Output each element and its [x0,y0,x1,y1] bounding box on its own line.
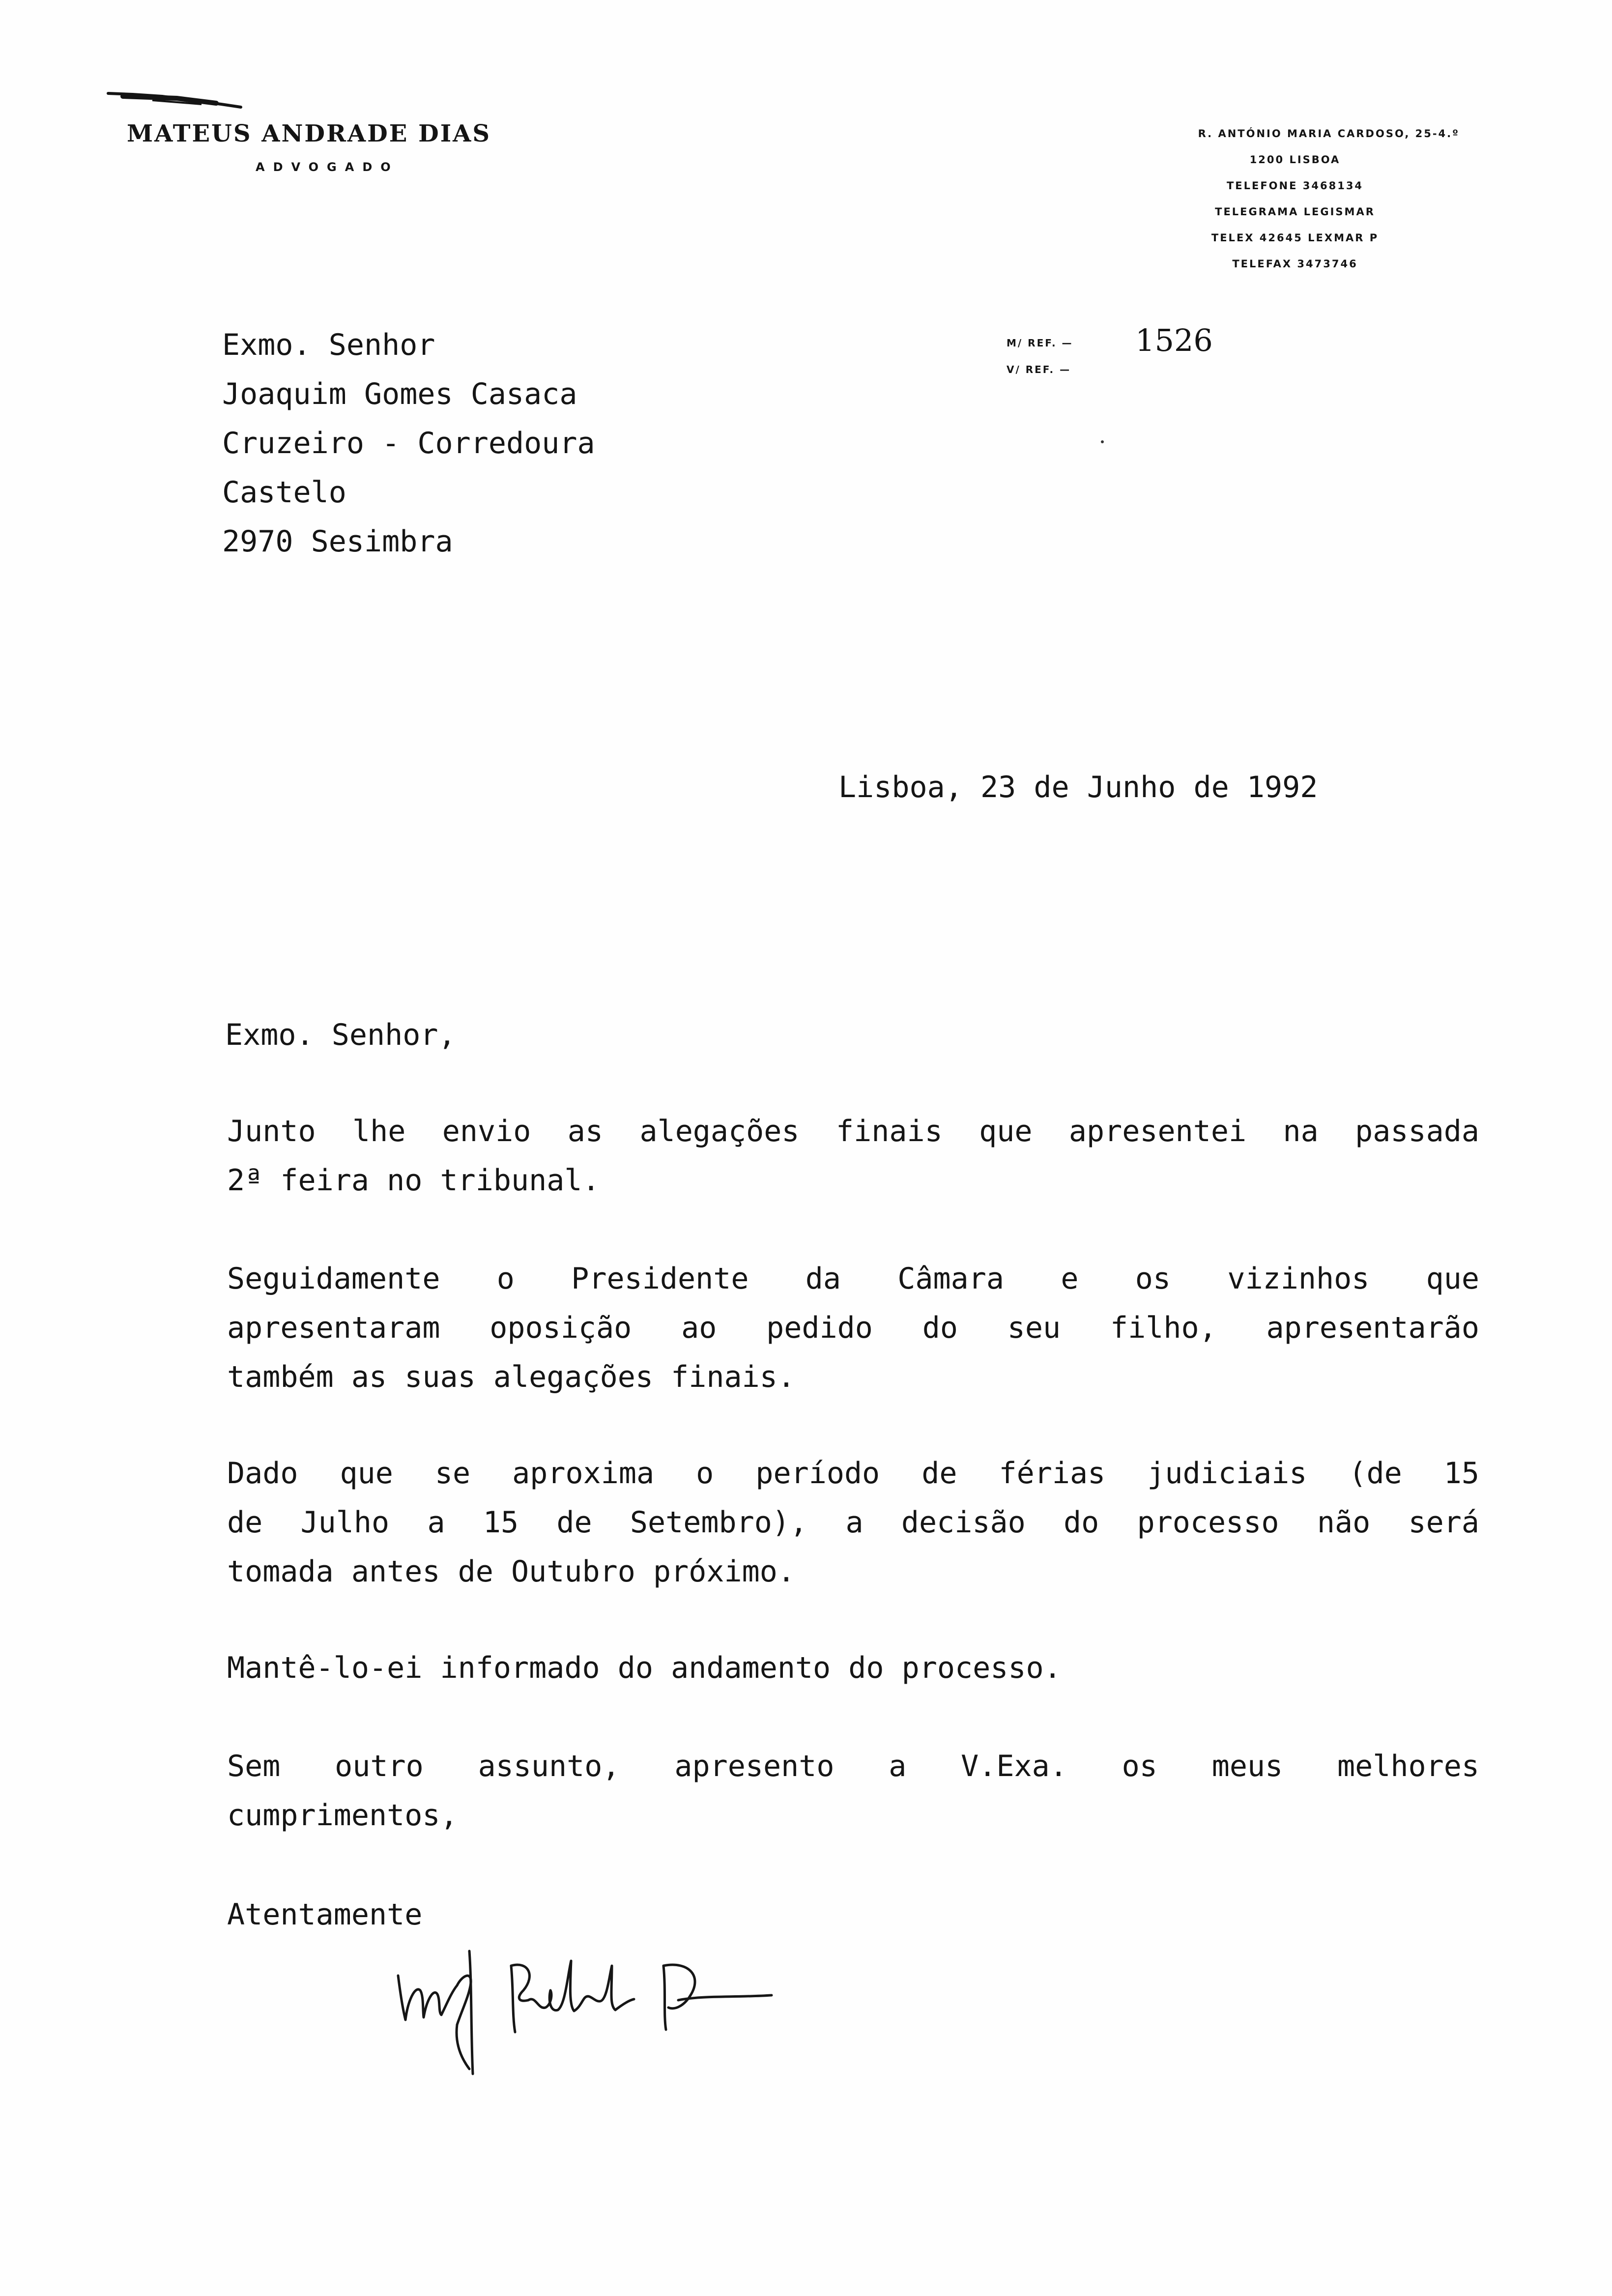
address-line2: 1200 LISBOA [1249,154,1341,166]
paragraph-4 [227,1643,1479,1693]
telegrama: TELEGRAMA LEGISMAR [1215,206,1375,218]
pen-logo-icon [103,79,251,118]
paragraph-line: também as suas alegações finais. [227,1360,795,1394]
paragraph-line: Seguidamente o Presidente da Câmara e os vizinhos que [227,1262,1479,1296]
recipient-line: 2970 Sesimbra [222,524,453,559]
recipient-line: Cruzeiro - Corredoura [222,426,595,460]
paragraph-line: tomada antes de Outubro próximo. [227,1554,795,1589]
recipient-line: Exmo. Senhor [222,328,435,362]
salutation: Exmo. Senhor, [225,1018,456,1052]
paragraph-line: apresentaram oposição ao pedido do seu filho, apresentarão [227,1311,1479,1345]
paragraph-line: de Julho a 15 de Setembro), a decisão do processo não será [227,1505,1479,1540]
recipient-address [222,320,1474,566]
letter-date: Lisboa, 23 de Junho de 1992 [838,770,1318,804]
handwritten-signature [388,1946,831,2084]
telefone: TELEFONE 3468134 [1226,180,1364,192]
paragraph-1 [227,1107,1479,1205]
paragraph-line: Dado que se aproxima o período de férias judiciais (de 15 [227,1456,1479,1491]
firm-title: ADVOGADO [256,160,399,174]
telefax: TELEFAX 3473746 [1232,258,1358,270]
recipient-line: Joaquim Gomes Casaca [222,377,577,411]
speck [1101,440,1104,443]
paragraph-line: Junto lhe envio as alegações finais que apresentei na passada [227,1114,1479,1148]
closing: Atentamente [227,1897,423,1932]
paragraph-line: Sem outro assunto, apresento a V.Exa. os meus melhores [227,1749,1479,1783]
my-ref-value: 1526 [1135,322,1213,358]
your-ref-label: V/ REF. — [1007,364,1071,375]
paragraph-line: 2ª feira no tribunal. [227,1163,600,1198]
paragraph-line: cumprimentos, [227,1798,458,1833]
paragraph-5 [227,1742,1479,1840]
address-line1: R. ANTÓNIO MARIA CARDOSO, 25-4.º [1198,128,1460,140]
recipient-line: Castelo [222,475,346,510]
paragraph-line: Mantê-lo-ei informado do andamento do processo. [227,1651,1062,1685]
firm-name: MATEUS ANDRADE DIAS [127,120,491,147]
telex: TELEX 42645 LEXMAR P [1211,232,1379,244]
paragraph-2 [227,1254,1479,1402]
contact-block [1081,121,1465,277]
paragraph-3 [227,1449,1479,1596]
my-ref-label: M/ REF. — [1007,337,1073,349]
